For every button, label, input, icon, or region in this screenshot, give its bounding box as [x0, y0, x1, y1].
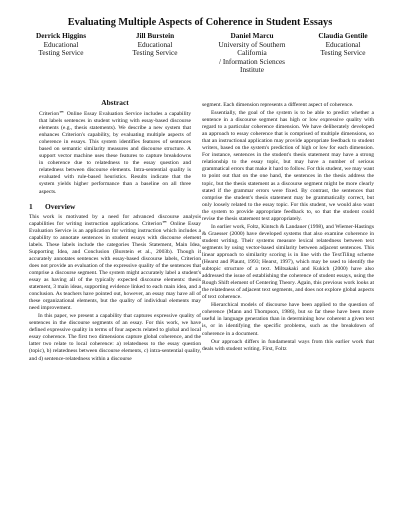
body-paragraph: Our approach differs in fundamental ways from this earlier work that deals with student writing. First, Foltz	[202, 338, 374, 352]
author-affiliation: Educational	[43, 39, 79, 49]
author-affiliation: Testing Service	[320, 48, 366, 58]
author-name: Daniel Marcu	[230, 31, 274, 40]
section-heading	[29, 202, 201, 211]
author-name: Derrick Higgins	[35, 31, 87, 40]
body-paragraph: Essentially, the goal of the system is to be able to predict whether a sentence in a discourse segment has high or low expressive quality with regard to a particular coherence dimension. We have deliberately developed an approach to essay coherence that is comprised of multiple dimensions, so that an instructional application may provide appropriate feedback to student writers, based on the system's prediction of high or low for each dimension. For instance, sentences in the student's thesis statement may have a strong relationship to the essay topic, but may have a number of serious grammatical errors that make it hard to follow. For this student, we may want to point out that on the one hand, the sentences in the thesis address the topic, but the thesis statement as a discourse segment might be more clearly stated if the grammar errors were fixed. By contrast, the sentences that comprise the student's thesis statement may be grammatically correct, but only loosely related to the essay topic. For this student, we would also want the system to provide appropriate feedback to, so that the student could revise the thesis statement text appropriately.	[202, 110, 374, 222]
body-paragraph: segment. Each dimension represents a different aspect of coherence.	[202, 102, 354, 108]
section-title: Overview	[45, 201, 76, 211]
author-affiliation: Institute	[240, 65, 264, 75]
paper-title: Evaluating Multiple Aspects of Coherence in Student Essays	[67, 17, 333, 28]
author-name: Jill Burstein	[135, 31, 175, 40]
author-3	[204, 32, 300, 75]
author-affiliation: / Information Sciences	[218, 56, 286, 66]
abstract-heading: Abstract	[101, 98, 129, 107]
author-affiliation: California	[237, 48, 267, 58]
body-paragraph: In earlier work, Foltz, Kintsch & Landauer (1998), and Wiemer-Hastings & Graesser (2000) have developed systems that also examine coherence in student writing. Their systems measure lexical relatedness between text segments by using vector-based similarity between adjacent sentences. This linear approach to similarity scoring is in line with the TextTiling scheme (Hearst and Plaunt, 1993; Hearst, 1997), which may be used to identify the subtopic structure of a text. Miltsakaki and Kukich (2000) have also addressed the issue of establishing the coherence of student essays, using the Rough Shift element of Centering Theory. Again, this previous work looks at the relatedness of adjacent text segments, and does not explore global aspects of text coherence.	[202, 223, 374, 301]
author-affiliation: Testing Service	[132, 48, 178, 58]
body-paragraph: This work is motivated by a need for advanced discourse analysis capabilities for writing instruction applications. Criterion℠ Online Essay Evaluation Service is an application for writing instruction which includes a capability to annotate sentences in student essays with discourse element labels. These labels include the categories Thesis Statement, Main Idea, Supporting Idea, and Conclusion (Burstein et al., 2003b). Though it accurately annotates sentences with essay-based discourse labels, Criterion does not provide an evaluation of the expressive quality of the sentences that comprise a discourse segment. The system might accurately label a student's essay as having all of the typically expected discourse elements: thesis statement, 3 main ideas, supporting evidence linked to each main idea, and a conclusion. As teachers have pointed out, however, an essay may have all of these organizational elements, but the quality of individual elements may need improvement.	[29, 213, 201, 312]
left-column	[29, 98, 201, 363]
author-name: Claudia Gentile	[318, 31, 368, 40]
author-4	[300, 32, 386, 58]
author-1	[18, 32, 104, 58]
author-affiliation: Educational	[325, 39, 361, 49]
author-2	[112, 32, 198, 58]
body-paragraph: In this paper, we present a capability that captures expressive quality of sentences in the discourse segments of an essay. For this work, we have defined expressive quality in terms of four aspects related to global and local essay coherence. The first two dimensions capture global coherence, and the latter two relate to local coherence: a) relatedness to the essay question (topic), b) relatedness between discourse elements, c) intra-sentential quality, and d) sentence-relatedness within a discourse	[29, 313, 201, 362]
author-affiliation: University of Southern	[218, 39, 286, 49]
body-paragraph: Hierarchical models of discourse have been applied to the question of coherence (Mann and Thompson, 1986), but so far these have been more useful in language generation than in determining how coherent a given text is, or in identifying the specific problems, such as the breakdown of coherence in a document.	[202, 302, 374, 337]
abstract-text: Criterion℠ Online Essay Evaluation Service includes a capability that labels sentences in student writing with essay-based discourse elements (e.g., thesis statements). We describe a new system that enhances Criterion's capability, by evaluating multiple aspects of coherence in essays. This system identifies features of sentences based on semantic similarity measures and discourse structure. A support vector machine uses these features to capture breakdowns in coherence due to relatedness to the essay question and relatedness between discourse elements. Intra-sentential quality is evaluated with rule-based heuristics. Results indicate that the system yields higher performance than a baseline on all three aspects.	[39, 111, 191, 195]
author-affiliation: Educational	[137, 39, 173, 49]
author-block	[14, 32, 386, 92]
right-column	[202, 102, 374, 353]
author-affiliation: Testing Service	[38, 48, 84, 58]
section-number: 1	[29, 201, 33, 211]
